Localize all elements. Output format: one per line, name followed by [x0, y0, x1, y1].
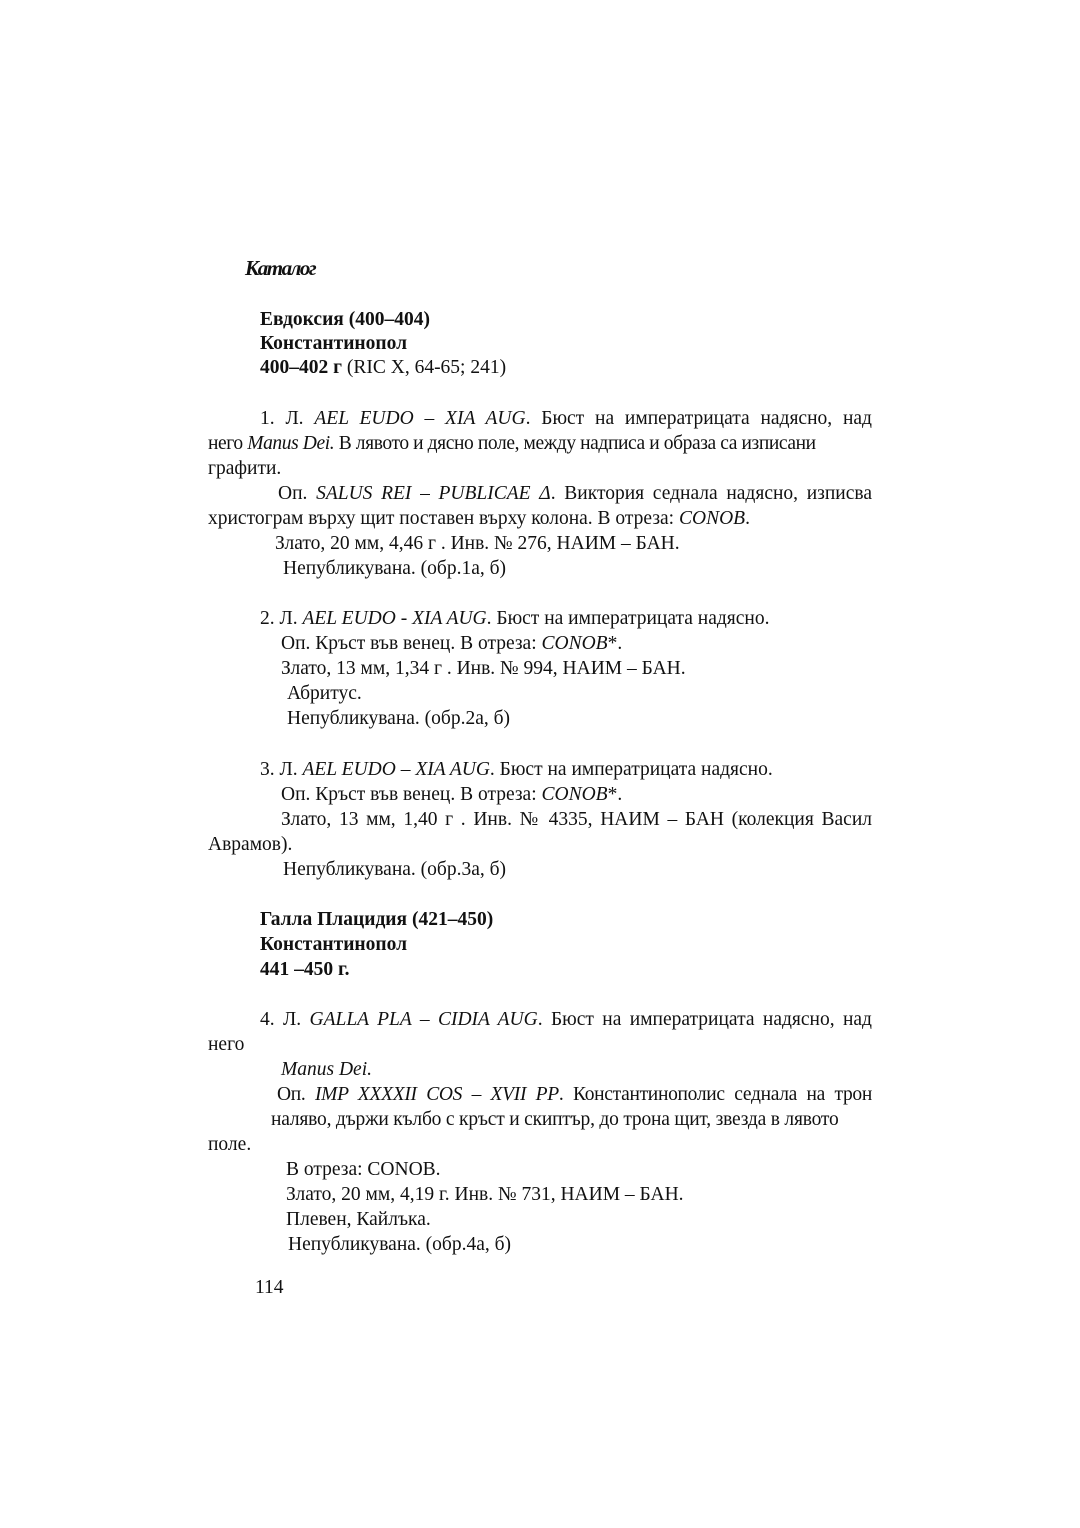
entry-3-specs: Злато, 13 мм, 1,40 г . Инв. № 4335, НАИМ – БАН (колекция Васил — [281, 809, 872, 830]
entry-2-reverse: Оп. Кръст във венец. В отреза: CONOB*. — [281, 633, 623, 654]
section-date: 441 –450 г. — [260, 959, 350, 980]
entry-1-reverse-cont: христограм върху щит поставен върху колона. В отреза: CONOB. — [208, 508, 750, 529]
legend: GALLA PLA – CIDIA AUG — [309, 1009, 538, 1030]
entry-4-findspot: Плевен, Кайлъка. — [286, 1209, 431, 1230]
entry-3-specs-cont: Аврамов). — [208, 834, 293, 855]
entry-1-status: Непубликувана. (обр.1а, б) — [283, 558, 507, 579]
entry-4-reverse-end: поле. — [208, 1134, 252, 1155]
entry-1-reverse: Оп. SALUS REI – PUBLICAE Δ. Виктория седнала надясно, изписва — [278, 483, 872, 504]
entry-1-obverse-end: графити. — [208, 458, 282, 479]
entry-1-obverse: 1. Л. AEL EUDO – XIA AUG. Бюст на императрицата надясно, над — [260, 408, 872, 429]
catalog-heading: Каталог — [245, 256, 316, 280]
section-date-value: 400–402 г — [260, 357, 342, 378]
entry-4-obverse: 4. Л. GALLA PLA – CIDIA AUG. Бюст на императрицата надясно, над — [260, 1009, 872, 1030]
legend: IMP XXXXII COS – XVII PP — [314, 1084, 559, 1105]
entry-4-specs: Злато, 20 мм, 4,19 г. Инв. № 731, НАИМ – БАН. — [286, 1184, 684, 1205]
entry-2-findspot: Абритус. — [287, 683, 362, 704]
legend: Manus Dei. — [247, 433, 335, 454]
legend: AEL EUDO – XIA AUG — [314, 408, 526, 429]
entry-4-obverse-cont: него — [208, 1034, 245, 1055]
section-ruler-galla-placidia: Галла Плацидия (421–450) — [260, 909, 494, 930]
mintmark: CONOB — [678, 508, 746, 529]
entry-3-obverse: 3. Л. AEL EUDO – XIA AUG. Бюст на императрицата надясно. — [260, 759, 773, 780]
entry-2-obverse: 2. Л. AEL EUDO - XIA AUG. Бюст на императрицата надясно. — [260, 608, 770, 629]
entry-4-obverse-end: Manus Dei. — [281, 1059, 372, 1080]
entry-1-specs: Злато, 20 мм, 4,46 г . Инв. № 276, НАИМ – БАН. — [275, 533, 680, 554]
entry-1-obverse-cont: него Manus Dei. В лявото и дясно поле, между надписа и образа са изписани — [208, 433, 816, 454]
mintmark: CONOB — [541, 633, 608, 654]
mintmark: CONOB — [541, 784, 608, 805]
entry-4-reverse-cont: наляво, държи кълбо с кръст и скиптър, до трона щит, звезда в лявото — [271, 1109, 839, 1130]
legend: AEL EUDO - XIA AUG — [302, 608, 487, 629]
section-date — [260, 356, 506, 380]
entry-2-specs: Злато, 13 мм, 1,34 г . Инв. № 994, НАИМ – БАН. — [281, 658, 686, 679]
entry-4-reverse: Оп. IMP XXXXII COS – XVII PP. Константинополис седнала на трон — [277, 1084, 872, 1105]
section-mint: Константинопол — [260, 934, 408, 955]
entry-3-reverse: Оп. Кръст във венец. В отреза: CONOB*. — [281, 784, 623, 805]
entry-4-status: Непубликувана. (обр.4а, б) — [288, 1234, 512, 1255]
entry-4-exergue: В отреза: CONOB. — [286, 1159, 441, 1180]
legend: SALUS REI – PUBLICAE Δ — [316, 483, 551, 504]
page-number: 114 — [255, 1277, 284, 1298]
section-reference: (RIC X, 64-65; 241) — [341, 357, 507, 378]
entry-2-status: Непубликувана. (обр.2а, б) — [287, 708, 511, 729]
legend: AEL EUDO – XIA AUG — [302, 759, 490, 780]
section-mint: Константинопол — [260, 333, 408, 354]
entry-3-status: Непубликувана. (обр.3а, б) — [283, 859, 507, 880]
section-ruler-eudoxia: Евдоксия (400–404) — [260, 309, 430, 330]
